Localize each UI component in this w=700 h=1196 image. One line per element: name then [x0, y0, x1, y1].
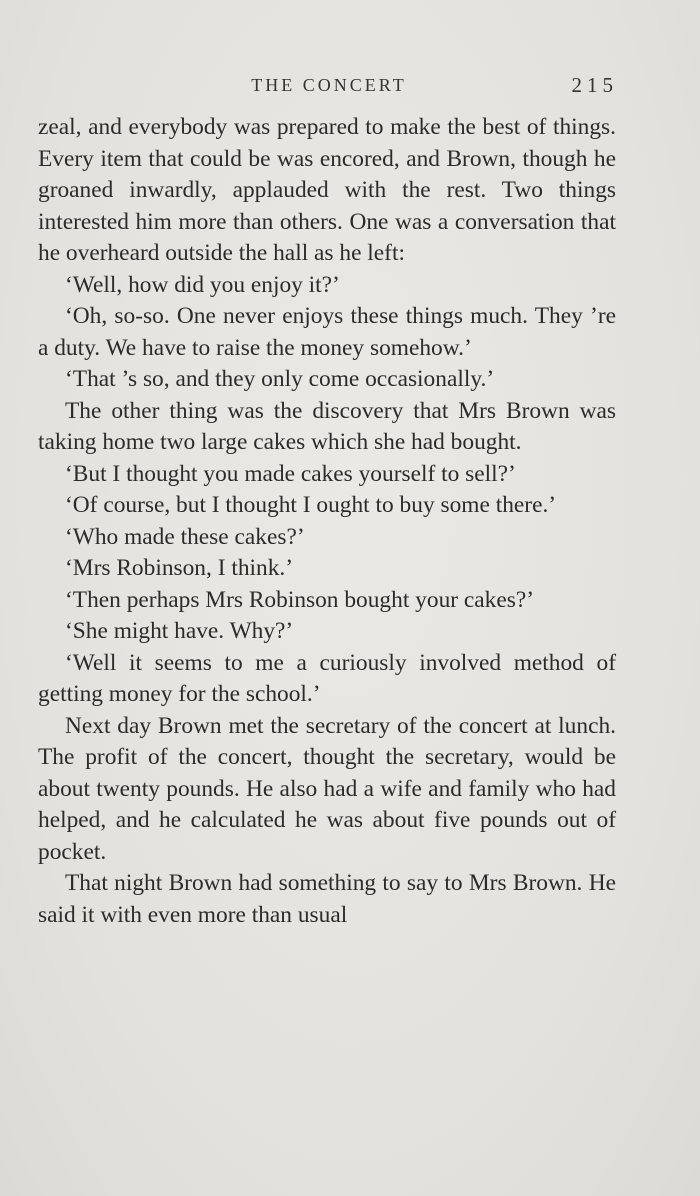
paragraph: The other thing was the discovery that Mrs Brown was taking home two large cakes which she had bought. — [38, 397, 616, 455]
paragraph: ‘But I thought you made cakes yourself to sell?’ — [65, 460, 516, 487]
paragraph: ‘Who made these cakes?’ — [65, 523, 305, 550]
paragraph: ‘She might have. Why?’ — [65, 618, 294, 644]
paragraph: ‘Mrs Robinson, I think.’ — [65, 555, 294, 581]
paragraph: ‘Well, how did you enjoy it?’ — [65, 271, 340, 298]
page-number: 215 — [571, 73, 618, 97]
paragraph: ‘Of course, but I thought I ought to buy some there.’ — [65, 492, 557, 518]
paragraph: zeal, and everybody was prepared to make the best of things. Every item that could be was encored, and Brown, though he groaned inwardly, applauded with the rest. Two things interested him more than others. One was a conversation that he overheard outside the hall as he left: — [38, 114, 616, 266]
paragraph: ‘That ’s so, and they only come occasionally.’ — [65, 366, 495, 392]
paragraph: ‘Then perhaps Mrs Robinson bought your cakes?’ — [65, 586, 535, 613]
paragraph: ‘Well it seems to me a curiously involved method of getting money for the school.’ — [38, 649, 616, 707]
running-head: THE CONCERT — [251, 75, 407, 95]
paragraph: Next day Brown met the secretary of the concert at lunch. The profit of the concert, thought the secretary, would be about twenty pounds. He also had a wife and family who had helped, and he calculated he was about five pounds out of pocket. — [38, 712, 616, 865]
paragraph: That night Brown had something to say to Mrs Brown. He said it with even more than usual — [38, 870, 616, 928]
body-text — [38, 112, 616, 931]
paragraph: ‘Oh, so-so. One never enjoys these things much. They ’re a duty. We have to raise the money somehow.’ — [38, 303, 616, 361]
page-header — [40, 70, 618, 100]
